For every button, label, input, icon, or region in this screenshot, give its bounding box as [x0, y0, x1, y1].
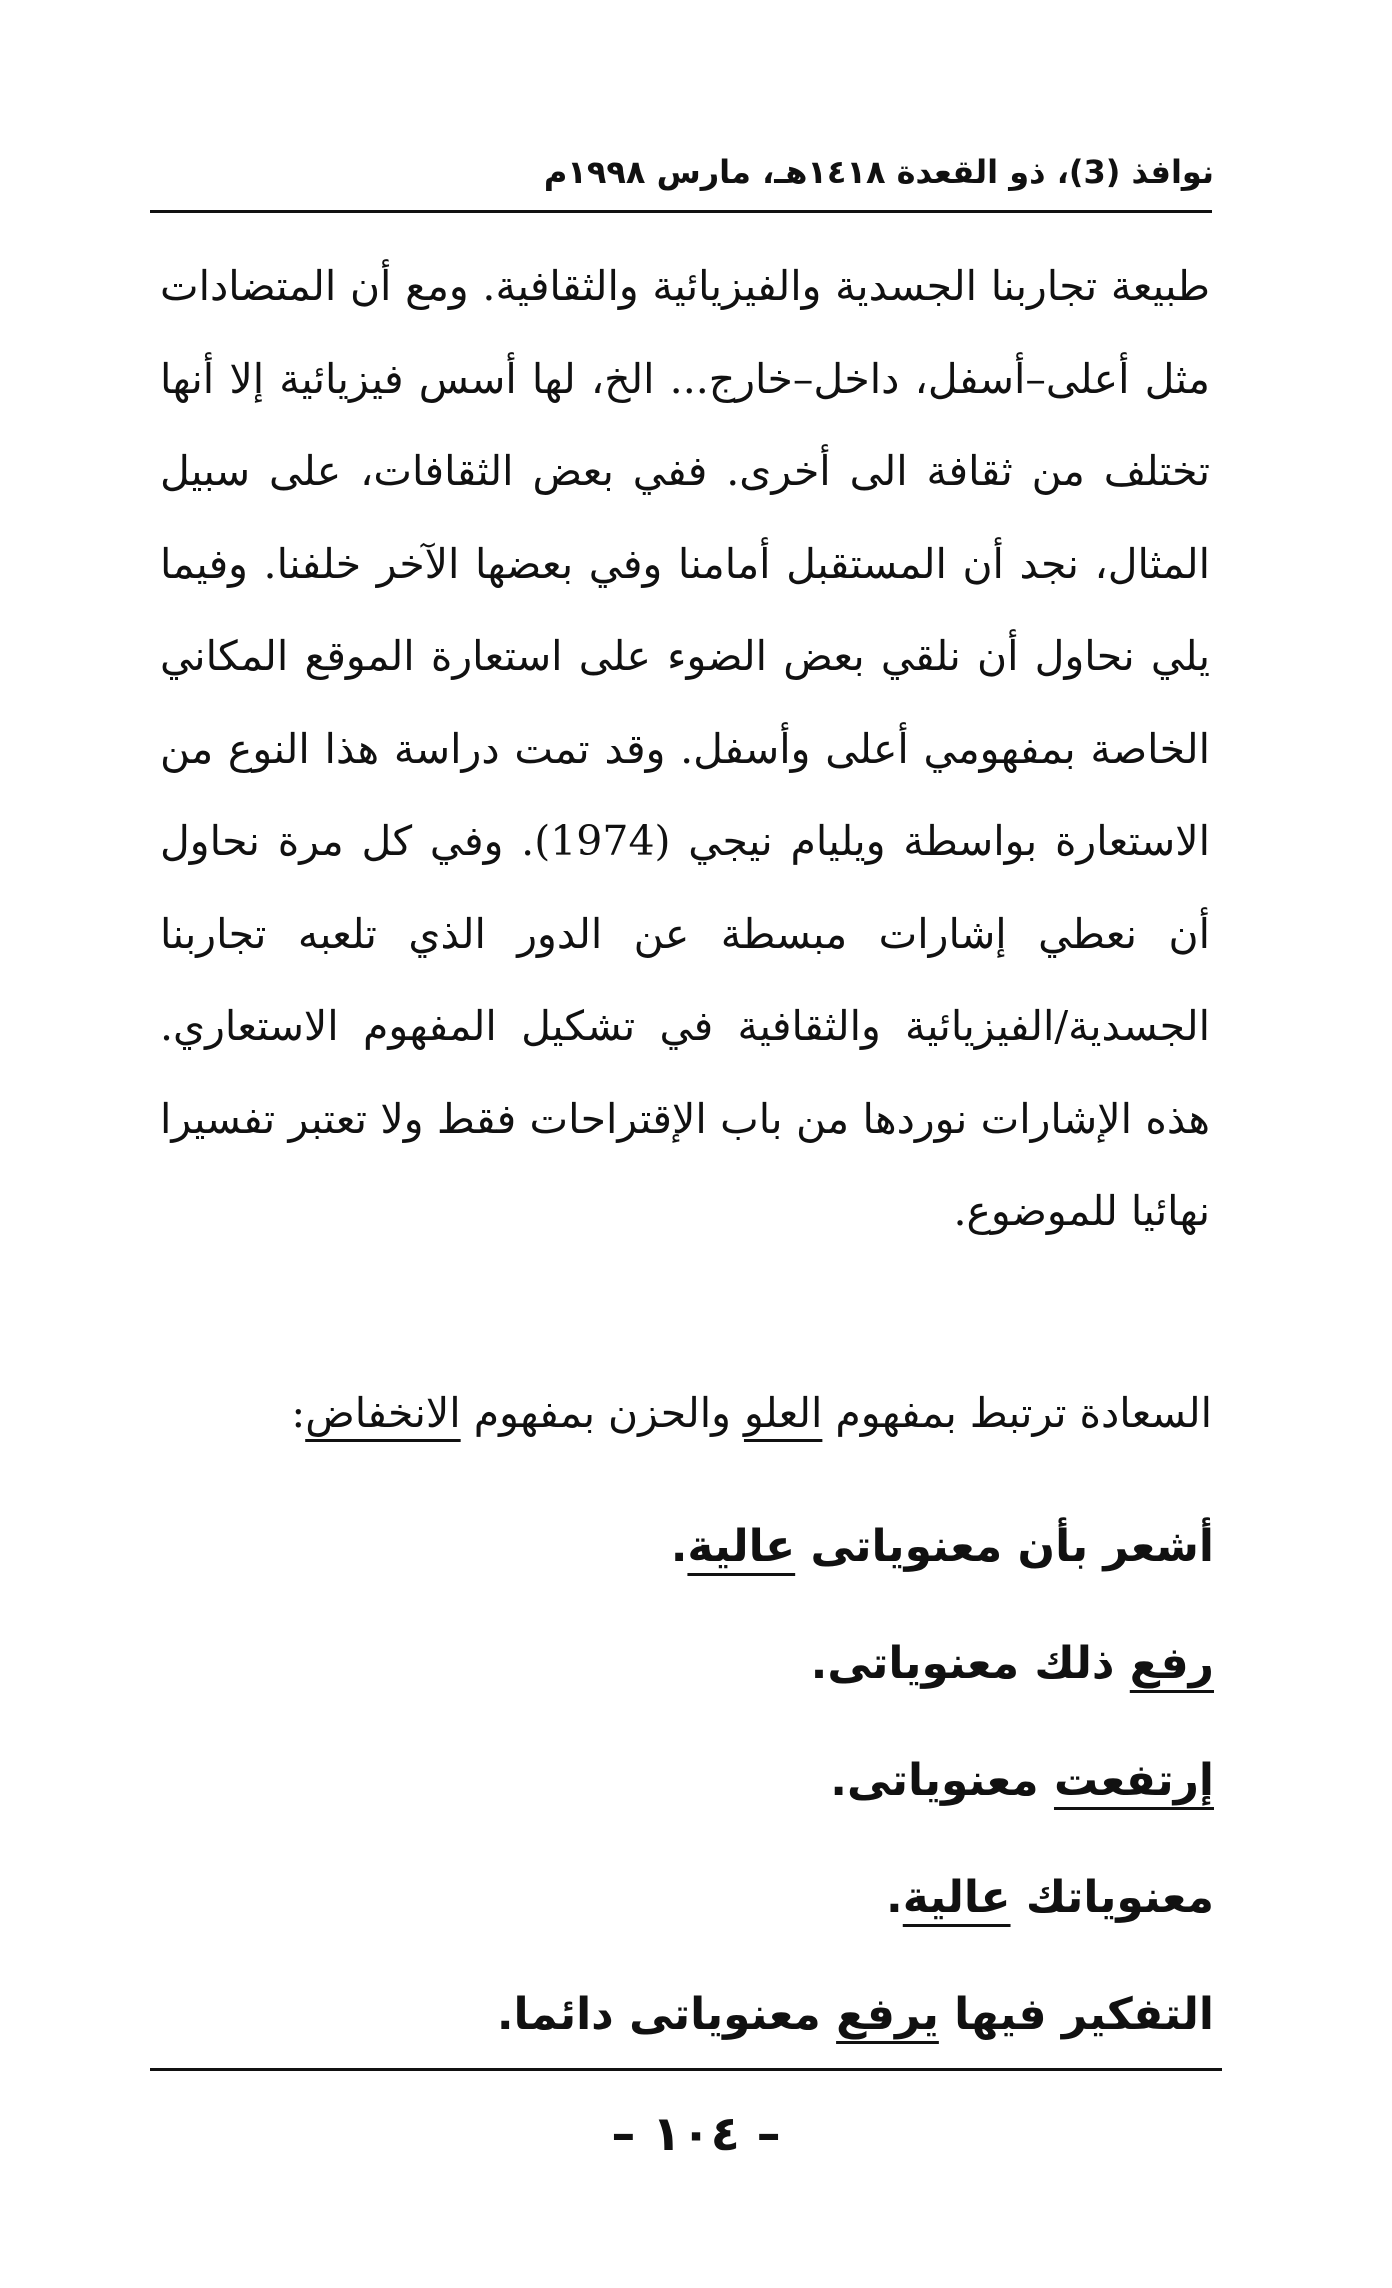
section-heading-colon: :	[291, 1389, 306, 1437]
example-sentence	[174, 1605, 1214, 1722]
section-heading	[172, 1378, 1212, 1448]
running-header: نوافذ (3)، ذو القعدة ١٤١٨هـ، مارس ١٩٩٨م	[543, 153, 1214, 191]
section-heading-text: والحزن بمفهوم	[460, 1389, 744, 1437]
footer-rule	[150, 2068, 1222, 2071]
section-heading-underlined-word: الانخفاض	[305, 1389, 461, 1437]
example-text: .	[670, 1521, 688, 1572]
example-text: ذلك معنوياتى.	[810, 1638, 1130, 1689]
example-sentence	[174, 1722, 1214, 1839]
example-underlined-word: عالية	[902, 1872, 1011, 1923]
section-heading-text: السعادة ترتبط بمفهوم	[822, 1389, 1212, 1437]
example-underlined-word: رفع	[1129, 1638, 1214, 1689]
example-text: .	[886, 1872, 903, 1923]
example-underlined-word: عالية	[687, 1521, 796, 1572]
example-sentence	[174, 1488, 1214, 1605]
body-text	[160, 240, 1210, 1258]
example-underlined-word: إرتفعت	[1053, 1755, 1214, 1806]
page-number: – ١٠٤ –	[611, 2106, 781, 2162]
header-rule	[150, 210, 1212, 213]
example-underlined-word: يرفع	[836, 1989, 939, 2040]
example-sentences-list	[174, 1488, 1214, 2073]
body-paragraph: طبيعة تجاربنا الجسدية والفيزيائية والثقافية. ومع أن المتضادات مثل أعلى–أسفل، داخل–خارج... الخ، لها أسس فيزيائية إلا أنها تختلف من ثقافة الى أخرى. ففي بعض الثقافات، على سبيل المثال، نجد أن المستقبل أمامنا وفي بعضها الآخر خلفنا. وفيما يلي نحاول أن نلقي بعض الضوء على استعارة الموقع المكاني الخاصة بمفهومي أعلى وأسفل. وقد تمت دراسة هذا النوع من الاستعارة بواسطة ويليام نيجي (1974). وفي كل مرة نحاول أن نعطي إشارات مبسطة عن الدور الذي تلعبه تجاربنا الجسدية/الفيزيائية والثقافية في تشكيل المفهوم الاستعاري. هذه الإشارات نوردها من باب الإقتراحات فقط ولا تعتبر تفسيرا نهائيا للموضوع.	[160, 262, 1210, 1235]
example-text: معنوياتى.	[830, 1755, 1054, 1806]
example-text: معنوياتك	[1010, 1872, 1214, 1923]
section-heading-underlined-word: العلو	[743, 1389, 823, 1437]
example-text: معنوياتى دائما.	[496, 1989, 837, 2040]
example-text: التفكير فيها	[938, 1989, 1214, 2040]
example-sentence	[174, 1956, 1214, 2073]
example-text: أشعر بأن معنوياتى	[795, 1521, 1214, 1572]
example-sentence	[174, 1839, 1214, 1956]
